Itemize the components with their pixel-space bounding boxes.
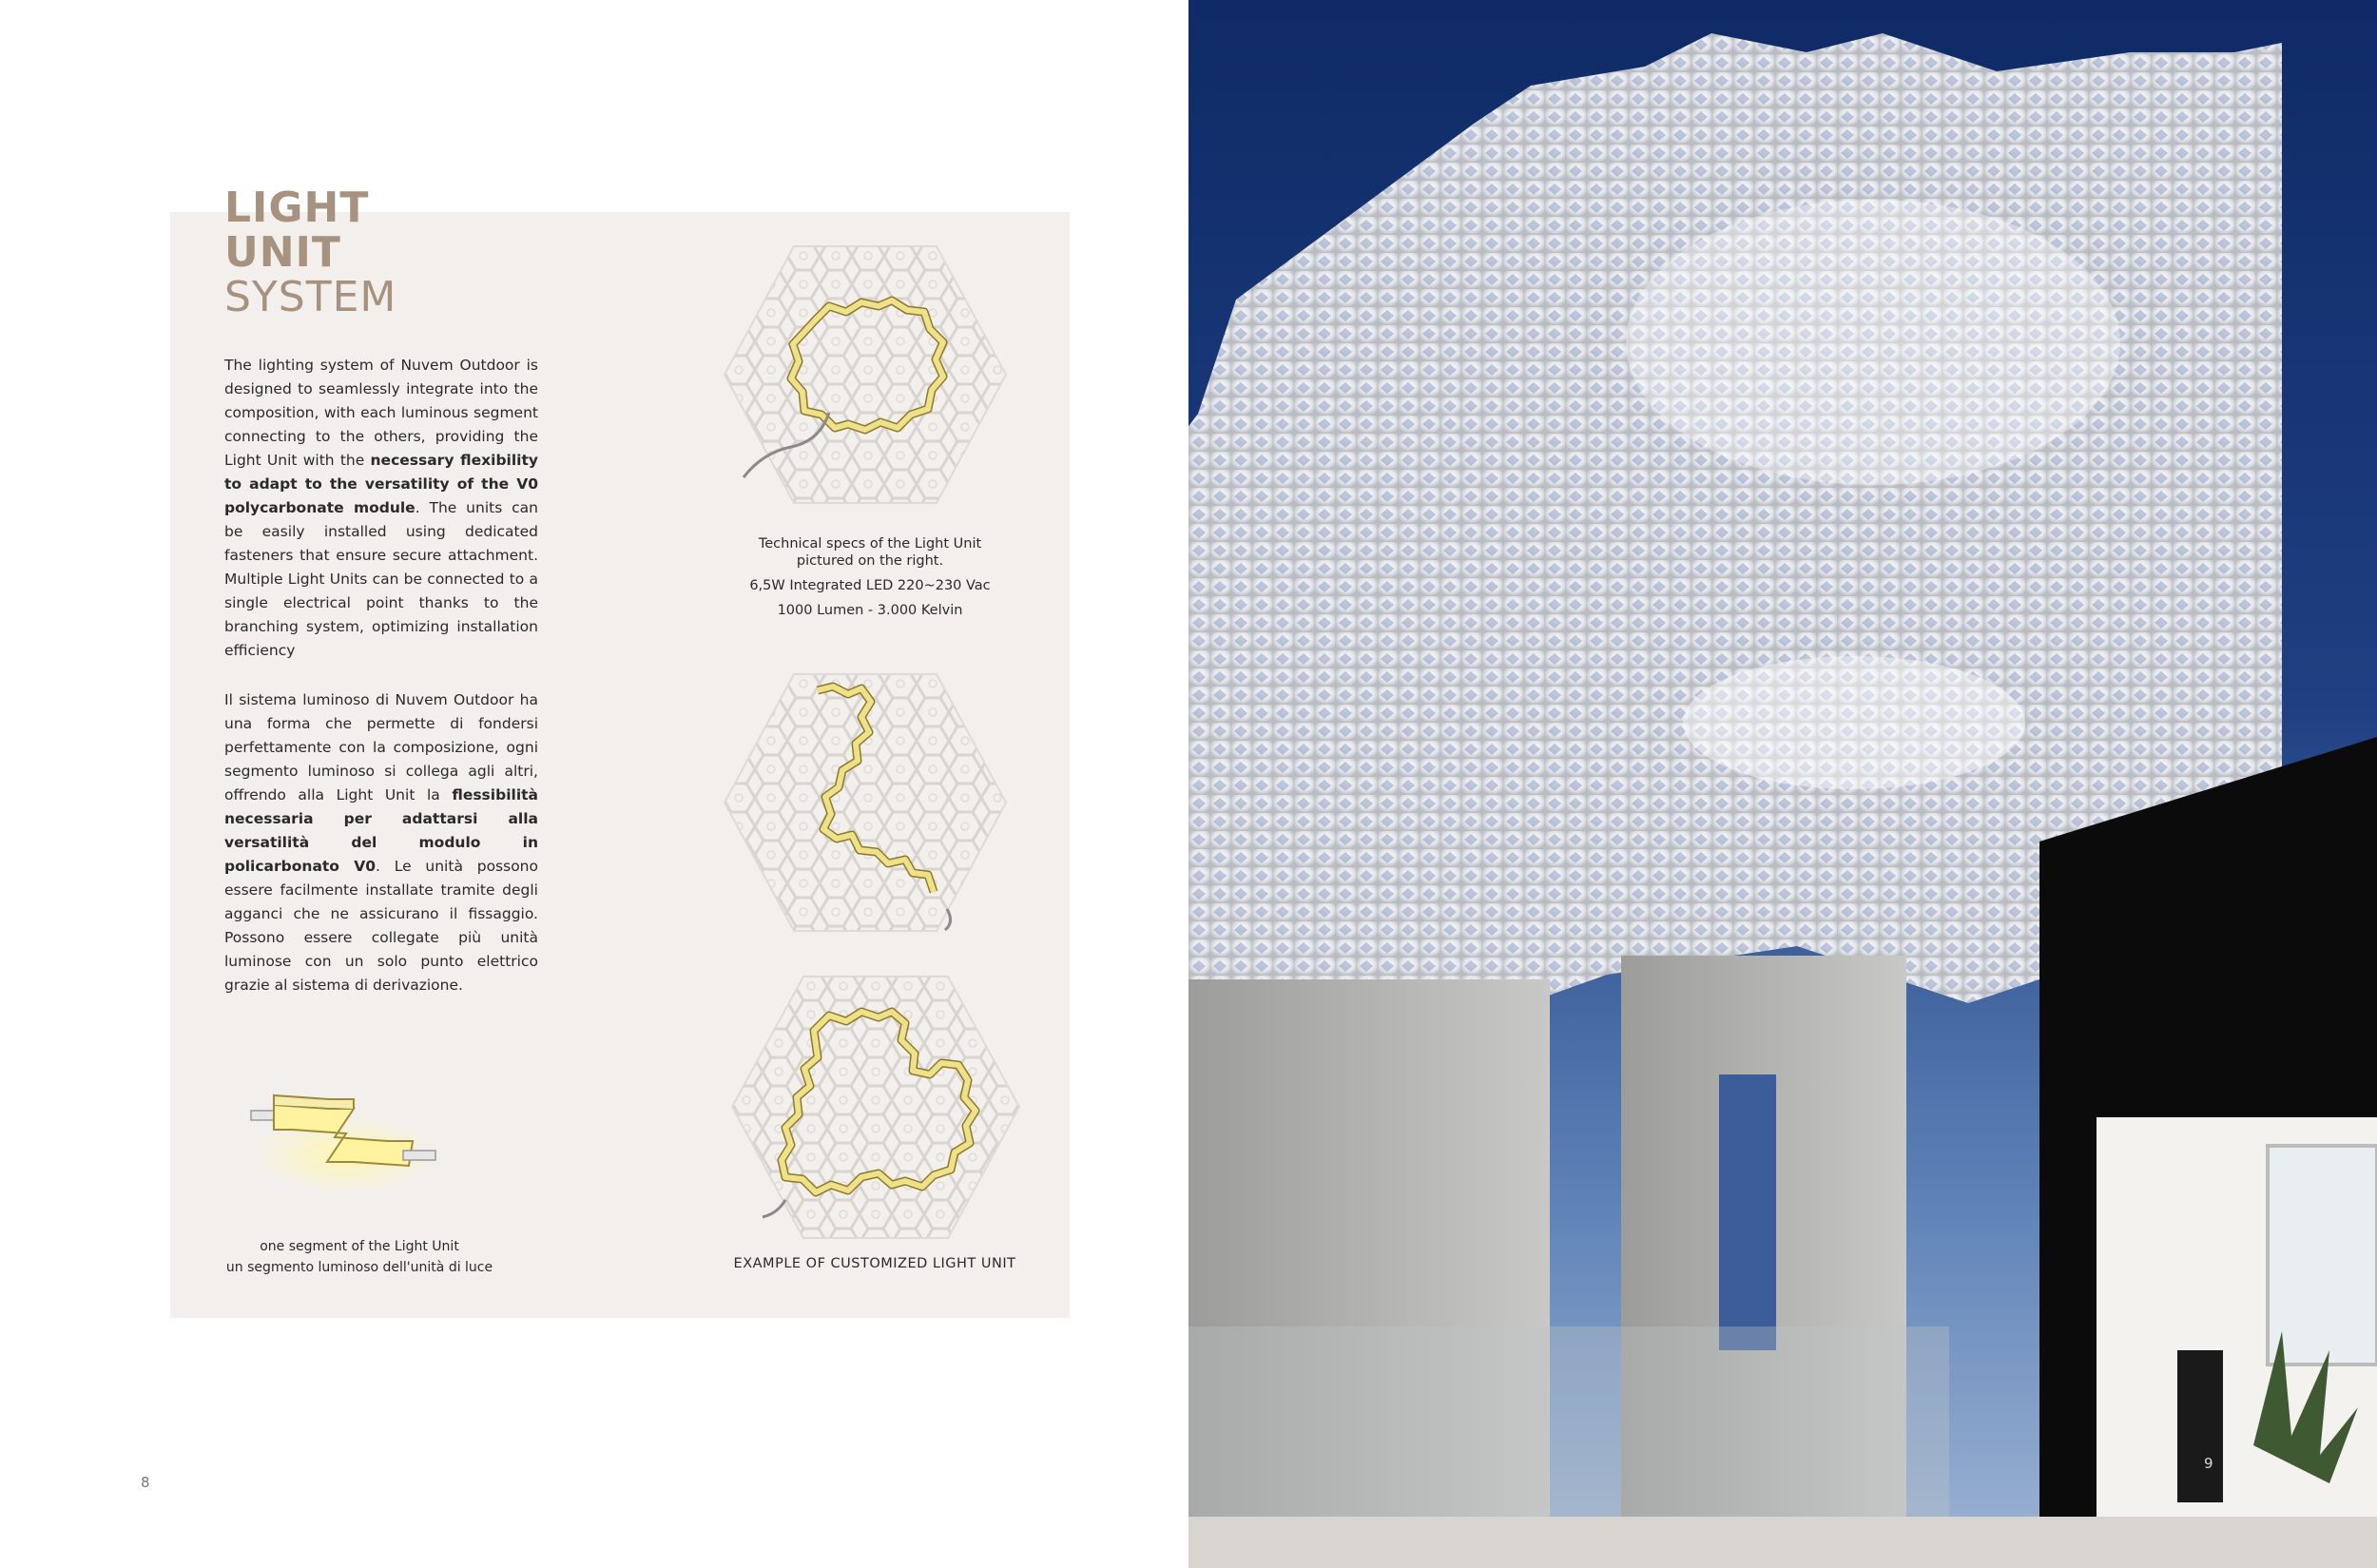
title-line-1: LIGHT <box>224 184 370 232</box>
canopy-light-glow <box>1626 200 2120 485</box>
light-unit-custom-diagram <box>730 972 1021 1243</box>
outdoor-canopy-photo <box>1188 0 2377 1568</box>
segment-connector-left <box>251 1111 276 1120</box>
technical-specs <box>727 535 1013 619</box>
section-title <box>224 185 396 319</box>
italian-text-part-1: Il sistema luminoso di Nuvem Outdoor ha una forma che permette di fondersi perfettamente con la composizione, ogni segmento luminoso si collega agli altri, offrendo alla Light Unit la <box>224 691 538 803</box>
canopy-light-glow-2 <box>1683 656 2025 789</box>
segment-caption-en: one segment of the Light Unit <box>260 1239 459 1254</box>
glass-railing <box>1188 1326 1949 1517</box>
light-unit-ring-diagram <box>723 242 1008 508</box>
english-text-part-2: . The units can be easily installed using dedicated fasteners that ensure secure attachment. Multiple Light Units can be connected to a single electrical point thanks to the branching system, optimizing installation efficiency <box>224 499 538 659</box>
specs-lumen: 1000 Lumen - 3.000 Kelvin <box>777 603 963 618</box>
segment-caption-it: un segmento luminoso dell'unità di luce <box>225 1260 493 1275</box>
segment-caption <box>217 1236 502 1278</box>
specs-line-2: pictured on the right. <box>796 553 944 569</box>
example-caption: EXAMPLE OF CUSTOMIZED LIGHT UNIT <box>733 1256 1016 1271</box>
power-cable <box>763 1200 785 1217</box>
arch-opening <box>1719 1074 1776 1350</box>
terrace-floor <box>1188 1517 2377 1568</box>
english-description <box>224 354 538 663</box>
segment-connector-right <box>403 1151 435 1160</box>
module-grid <box>725 246 1006 503</box>
title-line-2: UNIT <box>224 228 341 277</box>
italian-bold-text: flessibilità necessaria per adattarsi alla versatilità del modulo in policarbonato V0 <box>224 786 538 875</box>
light-unit-snake-diagram <box>723 669 1008 936</box>
planter <box>2177 1350 2223 1502</box>
page-number-right: 9 <box>2204 1455 2213 1472</box>
italian-description <box>224 688 538 997</box>
italian-text-part-2: . Le unità possono essere facilmente installate tramite degli agganci che ne assicurano il fissaggio. Possono essere collegate più unità luminose con un solo punto elettrico grazie al sistema di derivazione. <box>224 858 538 994</box>
title-line-3: SYSTEM <box>224 273 397 321</box>
english-bold-text: necessary flexibility to adapt to the versatility of the V0 polycarbonate module <box>224 452 538 516</box>
specs-power: 6,5W Integrated LED 220~230 Vac <box>749 578 991 593</box>
photo-illustration <box>1188 0 2377 1568</box>
english-text-part-1: The lighting system of Nuvem Outdoor is designed to seamlessly integrate into the composition, with each luminous segment connecting to the others, providing the Light Unit with the <box>224 357 538 469</box>
led-segment-illustration <box>245 1084 445 1198</box>
page-number-left: 8 <box>141 1474 150 1491</box>
specs-line-1: Technical specs of the Light Unit <box>758 536 982 552</box>
window <box>2268 1146 2377 1365</box>
